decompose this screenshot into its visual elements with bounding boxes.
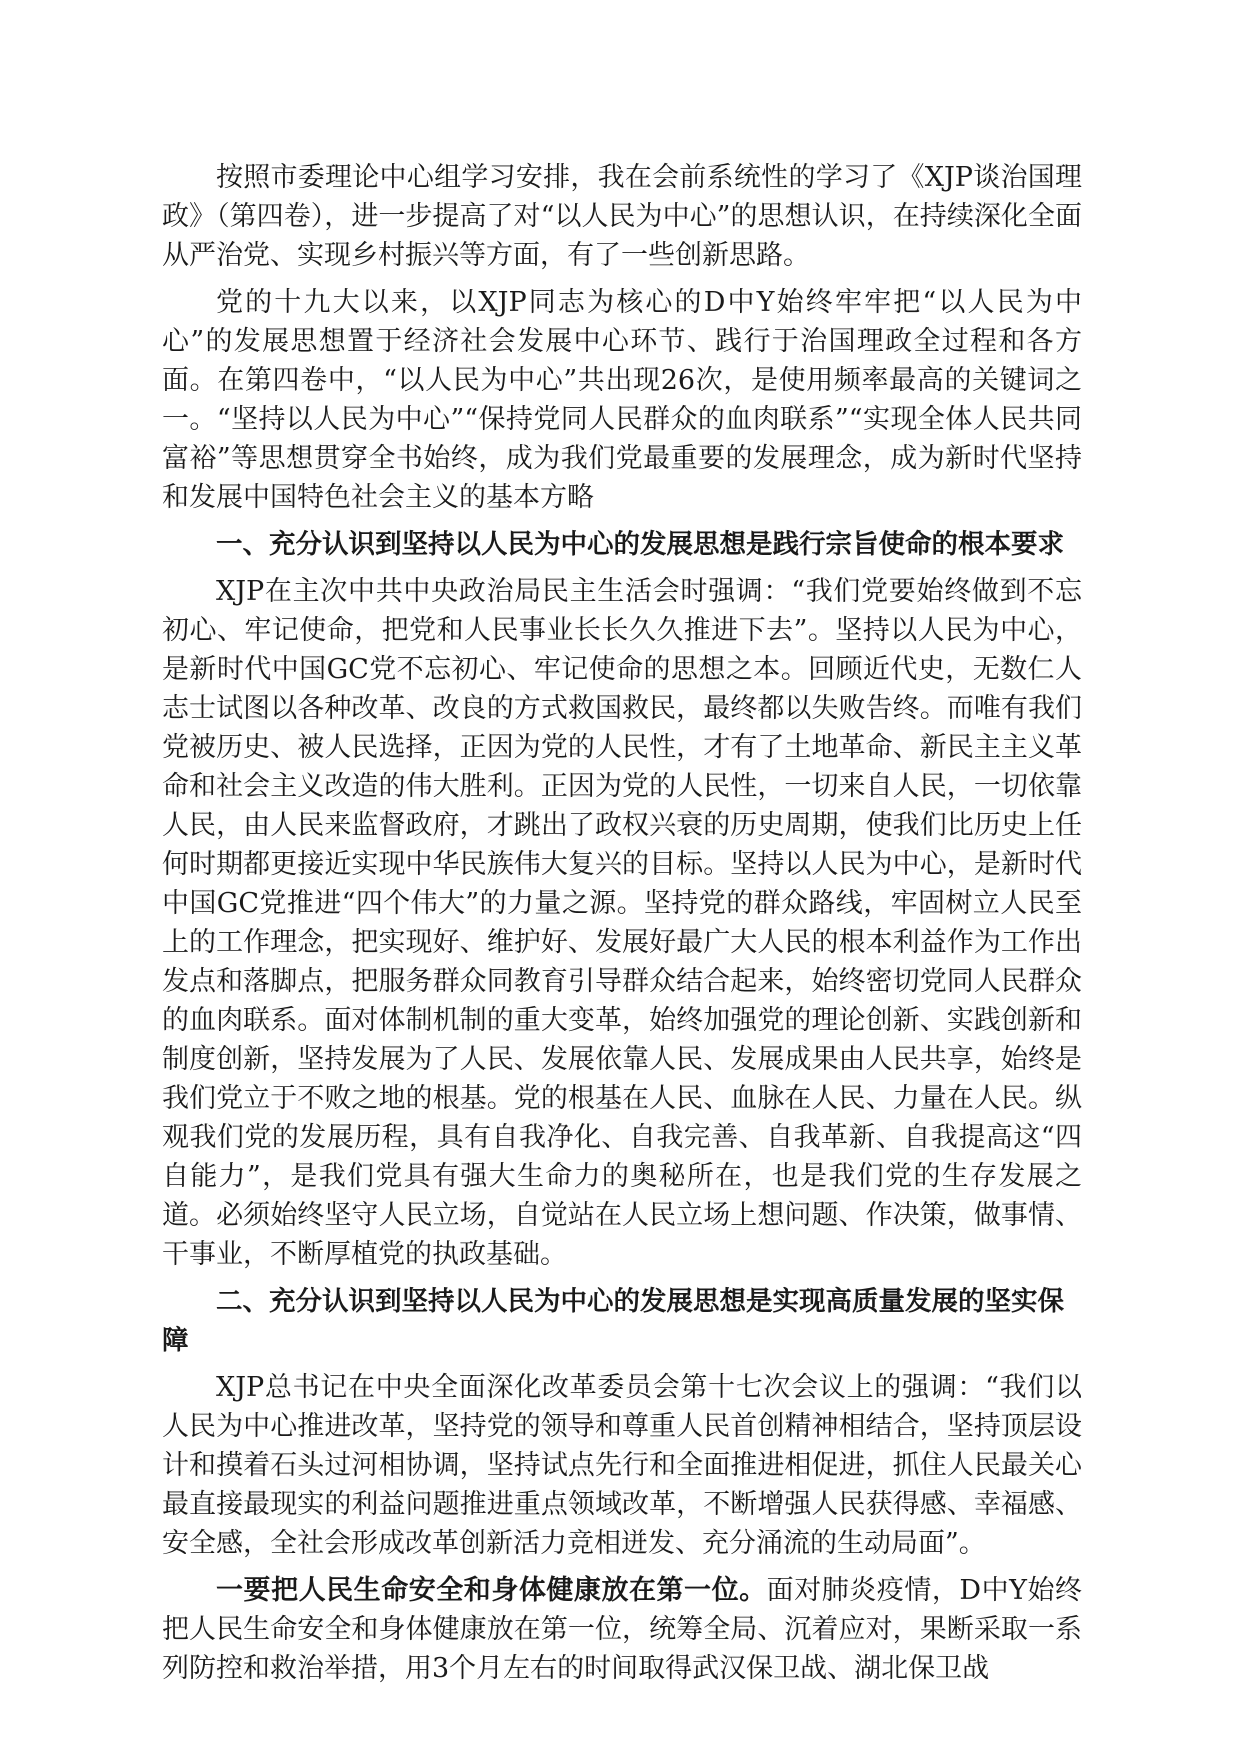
point-1-text: 面对肺炎疫情，D中Y始终把人民生命安全和身体健康放在第一位，统筹全局、沉着应对，果断采取一系列防控和救治举措，用3个月左右的时间取得武汉保卫战、湖北保卫战 — [162, 1575, 1082, 1684]
section-2-paragraph: XJP总书记在中央全面深化改革委员会第十七次会议上的强调：“我们以人民为中心推进改革，坚持党的领导和尊重人民首创精神相结合，坚持顶层设计和摸着石头过河相协调，坚持试点先行和全面推进相促进，抓住人民最关心最直接最现实的利益问题推进重点领域改革，不断增强人民获得感、幸福感、安全感，全社会形成改革创新活力竞相迸发、充分涌流的生动局面”。 — [162, 1372, 1082, 1559]
section-heading-2: 二、充分认识到坚持以人民为中心的发展思想是实现高质量发展的坚实保障 — [162, 1286, 1064, 1356]
point-1-lead: 一要把人民生命安全和身体健康放在第一位。 — [216, 1575, 767, 1606]
background-paragraph: 党的十九大以来，以XJP同志为核心的D中Y始终牢牢把“以人民为中心”的发展思想置于经济社会发展中心环节、践行于治国理政全过程和各方面。在第四卷中，“以人民为中心”共出现26次，是使用频率最高的关键词之一。“坚持以人民为中心”“保持党同人民群众的血肉联系”“实现全体人民共同富裕”等思想贯穿全书始终，成为我们党最重要的发展理念，成为新时代坚持和发展中国特色社会主义的基本方略 — [162, 287, 1082, 513]
section-1-paragraph: XJP在主次中共中央政治局民主生活会时强调：“我们党要始终做到不忘初心、牢记使命，把党和人民事业长长久久推进下去”。坚持以人民为中心，是新时代中国GC党不忘初心、牢记使命的思想之本。回顾近代史，无数仁人志士试图以各种改革、改良的方式救国救民，最终都以失败告终。而唯有我们党被历史、被人民选择，正因为党的人民性，才有了土地革命、新民主主义革命和社会主义改造的伟大胜利。正因为党的人民性，一切来自人民，一切依靠人民，由人民来监督政府，才跳出了政权兴衰的历史周期，使我们比历史上任何时期都更接近实现中华民族伟大复兴的目标。坚持以人民为中心，是新时代中国GC党推进“四个伟大”的力量之源。坚持党的群众路线，牢固树立人民至上的工作理念，把实现好、维护好、发展好最广大人民的根本利益作为工作出发点和落脚点，把服务群众同教育引导群众结合起来，始终密切党同人民群众的血肉联系。面对体制机制的重大变革，始终加强党的理论创新、实践创新和制度创新，坚持发展为了人民、发展依靠人民、发展成果由人民共享，始终是我们党立于不败之地的根基。党的根基在人民、血脉在人民、力量在人民。纵观我们党的发展历程，具有自我净化、自我完善、自我革新、自我提高这“四自能力”，是我们党具有强大生命力的奥秘所在，也是我们党的生存发展之道。必须始终坚守人民立场，自觉站在人民立场上想问题、作决策，做事情、干事业，不断厚植党的执政基础。 — [162, 576, 1082, 1270]
intro-paragraph: 按照市委理论中心组学习安排，我在会前系统性的学习了《XJP谈治国理政》（第四卷），进一步提高了对“以人民为中心”的思想认识，在持续深化全面从严治党、实现乡村振兴等方面，有了一些创新思路。 — [162, 162, 1082, 271]
point-1-paragraph — [162, 1571, 1082, 1688]
document-page — [162, 158, 1082, 1696]
section-heading-1: 一、充分认识到坚持以人民为中心的发展思想是践行宗旨使命的根本要求 — [216, 529, 1064, 560]
